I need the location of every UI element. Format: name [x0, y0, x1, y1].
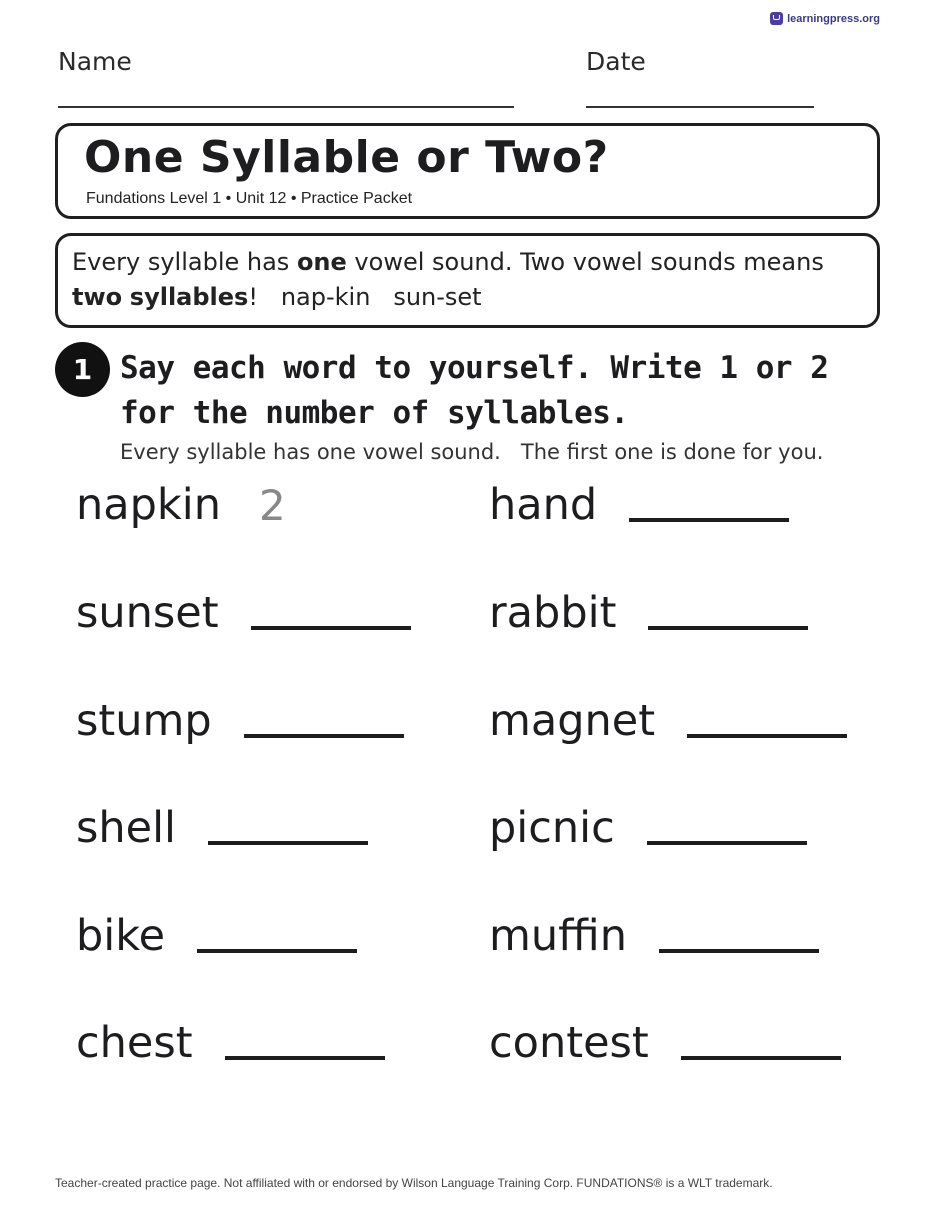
word-item: [489, 803, 807, 853]
word-item: [76, 480, 286, 530]
answer-blank[interactable]: [659, 949, 819, 953]
answer-blank[interactable]: [208, 841, 368, 845]
word-text: shell: [76, 803, 177, 853]
name-label: Name: [58, 47, 132, 76]
word-item: [489, 480, 789, 530]
word-text: hand: [489, 480, 598, 530]
rule-bold-two: two: [72, 283, 123, 311]
title-box: [55, 123, 880, 219]
footer-disclaimer: Teacher-created practice page. Not affiliated with or endorsed by Wilson Language Training Corp. FUNDATIONS® is a WLT trademark.: [55, 1176, 773, 1190]
name-line[interactable]: [58, 106, 514, 108]
book-icon: [770, 12, 783, 25]
example-answer: 2: [259, 481, 286, 530]
word-text: muffin: [489, 911, 627, 961]
word-text: chest: [76, 1018, 193, 1068]
brand-logo: [770, 12, 880, 25]
answer-blank[interactable]: [225, 1056, 385, 1060]
word-item: [489, 588, 808, 638]
word-text: napkin: [76, 480, 221, 530]
date-label: Date: [586, 47, 646, 76]
date-line[interactable]: [586, 106, 814, 108]
answer-blank[interactable]: [687, 734, 847, 738]
answer-blank[interactable]: [197, 949, 357, 953]
answer-blank[interactable]: [681, 1056, 841, 1060]
answer-blank[interactable]: [244, 734, 404, 738]
section-number: 1: [55, 342, 110, 397]
word-item: [76, 803, 368, 853]
word-item: [489, 1018, 841, 1068]
section-note: Every syllable has one vowel sound. The first one is done for you.: [120, 440, 824, 464]
word-text: magnet: [489, 696, 656, 746]
answer-blank[interactable]: [647, 841, 807, 845]
rule-bold-syllables: syllables: [129, 283, 249, 311]
word-text: stump: [76, 696, 212, 746]
rule-box: [55, 233, 880, 328]
word-text: rabbit: [489, 588, 617, 638]
rule-text-3: ! nap-kin sun-set: [248, 283, 482, 311]
word-text: bike: [76, 911, 166, 961]
word-item: [76, 588, 411, 638]
page-subtitle: Fundations Level 1 • Unit 12 • Practice Packet: [86, 190, 413, 207]
word-text: contest: [489, 1018, 649, 1068]
answer-blank[interactable]: [648, 626, 808, 630]
rule-bold-one: one: [296, 248, 347, 276]
section-instruction: Say each word to yourself. Write 1 or 2 for the number of syllables.: [120, 350, 829, 431]
brand-text: learningpress.org: [787, 12, 880, 25]
word-item: [489, 911, 819, 961]
answer-blank[interactable]: [251, 626, 411, 630]
word-item: [76, 696, 404, 746]
word-text: picnic: [489, 803, 615, 853]
word-item: [76, 911, 357, 961]
word-item: [76, 1018, 385, 1068]
page-title: One Syllable or Two?: [84, 132, 609, 183]
rule-text-1: Every syllable has: [72, 248, 297, 276]
word-text: sunset: [76, 588, 219, 638]
answer-blank[interactable]: [629, 518, 789, 522]
rule-text-2: vowel sound. Two vowel sounds means: [346, 248, 824, 276]
word-item: [489, 696, 847, 746]
